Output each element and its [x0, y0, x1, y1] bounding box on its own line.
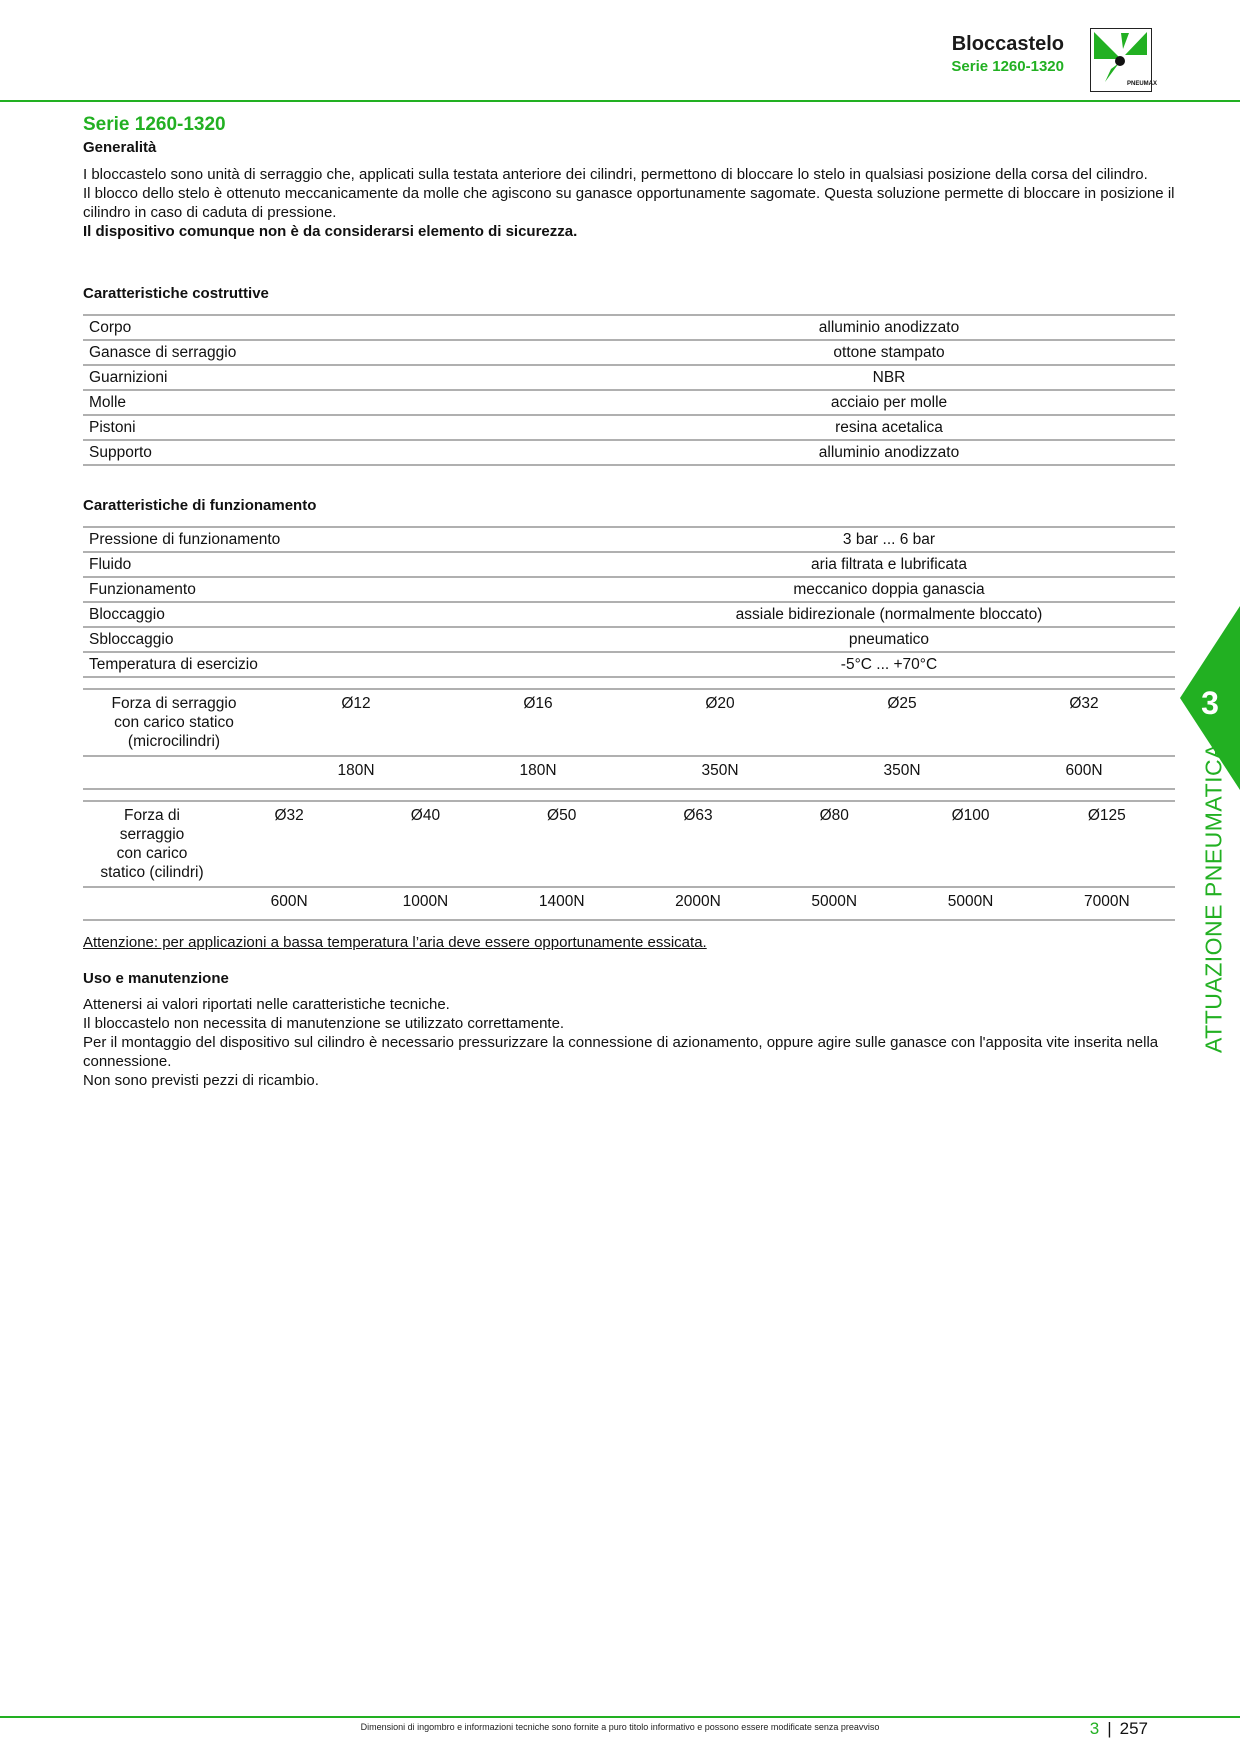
- force-cell: 1400N: [494, 887, 630, 920]
- maintenance-heading: Uso e manutenzione: [83, 970, 229, 987]
- force-label-line: serraggio: [119, 826, 185, 843]
- row-value: acciaio per molle: [603, 390, 1175, 415]
- force-label: [83, 689, 265, 756]
- force-table-microcylinders: [83, 688, 1175, 790]
- table-row: [83, 577, 1175, 602]
- construction-table: [83, 314, 1175, 466]
- safety-warning: Il dispositivo comunque non è da considerarsi elemento di sicurezza.: [83, 223, 578, 240]
- table-row: [83, 756, 1175, 789]
- force-cell: 7000N: [1039, 887, 1175, 920]
- row-label: Molle: [83, 390, 603, 415]
- row-value: alluminio anodizzato: [603, 440, 1175, 465]
- force-cell: 5000N: [766, 887, 902, 920]
- force-label-line: statico (cilindri): [100, 864, 204, 881]
- row-value: aria filtrata e lubrificata: [603, 552, 1175, 577]
- table-row: [83, 390, 1175, 415]
- table-row: [83, 440, 1175, 465]
- chapter-number: 3: [1201, 685, 1219, 721]
- diameter-cell: Ø125: [1039, 801, 1175, 887]
- force-label-line: con carico: [116, 845, 188, 862]
- diameter-cell: Ø100: [902, 801, 1038, 887]
- row-label: Pistoni: [83, 415, 603, 440]
- row-value: meccanico doppia ganascia: [603, 577, 1175, 602]
- section-title: Serie 1260-1320: [83, 114, 226, 135]
- force-table-cylinders: [83, 800, 1175, 921]
- temperature-note: Attenzione: per applicazioni a bassa temperatura l’aria deve essere opportunamente essicata.: [83, 934, 707, 951]
- force-label-line: (microcilindri): [127, 733, 221, 750]
- row-value: resina acetalica: [603, 415, 1175, 440]
- force-cell: 180N: [447, 756, 629, 789]
- footer-page: 257: [1119, 1719, 1148, 1738]
- header-subtitle: Serie 1260-1320: [951, 58, 1064, 75]
- main-content: [83, 112, 1177, 1090]
- force-cell: 2000N: [630, 887, 766, 920]
- table-row: [83, 887, 1175, 920]
- row-label: Bloccaggio: [83, 602, 603, 627]
- diameter-cell: Ø32: [993, 689, 1175, 756]
- general-paragraph-1: I bloccastelo sono unità di serraggio che, applicati sulla testata anteriore dei cilindri, permettono di bloccare lo stelo in qualsiasi posizione della corsa del cilindro.: [83, 166, 1148, 183]
- force-cell: 1000N: [357, 887, 493, 920]
- force-label-line: con carico statico: [114, 714, 234, 731]
- row-label: Ganasce di serraggio: [83, 340, 603, 365]
- force-label-line: Forza di serraggio: [111, 695, 237, 712]
- empty-cell: [83, 756, 265, 789]
- table-row: [83, 801, 1175, 887]
- force-cell: 5000N: [902, 887, 1038, 920]
- operation-heading: Caratteristiche di funzionamento: [83, 497, 317, 514]
- construction-heading: Caratteristiche costruttive: [83, 285, 269, 302]
- row-label: Fluido: [83, 552, 603, 577]
- table-row: [83, 689, 1175, 756]
- row-value: pneumatico: [603, 627, 1175, 652]
- row-value: ottone stampato: [603, 340, 1175, 365]
- pneumax-logo: [1090, 28, 1158, 92]
- maintenance-line-4: Non sono previsti pezzi di ricambio.: [83, 1072, 319, 1089]
- force-cell: 600N: [993, 756, 1175, 789]
- operation-table: [83, 526, 1175, 678]
- row-label: Funzionamento: [83, 577, 603, 602]
- row-value: assiale bidirezionale (normalmente bloccato): [603, 602, 1175, 627]
- table-row: [83, 627, 1175, 652]
- page-number: [1090, 1719, 1148, 1739]
- empty-cell: [83, 887, 221, 920]
- table-row: [83, 340, 1175, 365]
- table-row: [83, 315, 1175, 340]
- table-row: [83, 527, 1175, 552]
- table-row: [83, 365, 1175, 390]
- diameter-cell: Ø20: [629, 689, 811, 756]
- diameter-cell: Ø40: [357, 801, 493, 887]
- footer-chapter: 3: [1089, 1719, 1100, 1738]
- diameter-cell: Ø16: [447, 689, 629, 756]
- diameter-cell: Ø50: [494, 801, 630, 887]
- header-title: Bloccastelo: [951, 33, 1064, 55]
- general-heading: Generalità: [83, 139, 157, 156]
- row-label: Supporto: [83, 440, 603, 465]
- footer-disclaimer: Dimensioni di ingombro e informazioni tecniche sono fornite a puro titolo informativo e possono essere modificate senza preavviso: [360, 1722, 880, 1732]
- diameter-cell: Ø12: [265, 689, 447, 756]
- force-cell: 600N: [221, 887, 357, 920]
- maintenance-line-3: Per il montaggio del dispositivo sul cilindro è necessario pressurizzare la connessione di azionamento, oppure agire sulle ganasce con l'apposita vite inserita nella connessione.: [83, 1034, 1159, 1070]
- chapter-title-vertical: ATTUAZIONE PNEUMATICA: [1200, 743, 1227, 1053]
- row-label: Sbloccaggio: [83, 627, 603, 652]
- table-row: [83, 652, 1175, 677]
- logo-text: PNEUMAX: [1127, 81, 1158, 87]
- table-row: [83, 602, 1175, 627]
- general-paragraph-2: Il blocco dello stelo è ottenuto meccanicamente da molle che agiscono su ganasce opportunamente sagomate. Questa soluzione permette di bloccare in posizione il cilindro in caso di caduta di pressione.: [83, 185, 1175, 221]
- row-label: Corpo: [83, 315, 603, 340]
- maintenance-line-2: Il bloccastelo non necessita di manutenzione se utilizzato correttamente.: [83, 1015, 565, 1032]
- diameter-cell: Ø63: [630, 801, 766, 887]
- row-value: NBR: [603, 365, 1175, 390]
- table-row: [83, 415, 1175, 440]
- force-label-line: Forza di: [124, 807, 180, 824]
- page-separator: |: [1107, 1719, 1112, 1738]
- force-cell: 350N: [629, 756, 811, 789]
- row-value: -5°C ... +70°C: [603, 652, 1175, 677]
- row-label: Temperatura di esercizio: [83, 652, 603, 677]
- table-row: [83, 552, 1175, 577]
- page-header: [951, 32, 1064, 78]
- row-value: alluminio anodizzato: [603, 315, 1175, 340]
- header-divider: [0, 100, 1240, 102]
- footer-divider: [0, 1716, 1240, 1718]
- maintenance-line-1: Attenersi ai valori riportati nelle caratteristiche tecniche.: [83, 996, 450, 1013]
- diameter-cell: Ø32: [221, 801, 357, 887]
- force-cell: 350N: [811, 756, 993, 789]
- diameter-cell: Ø25: [811, 689, 993, 756]
- force-cell: 180N: [265, 756, 447, 789]
- diameter-cell: Ø80: [766, 801, 902, 887]
- row-label: Guarnizioni: [83, 365, 603, 390]
- row-value: 3 bar ... 6 bar: [603, 527, 1175, 552]
- row-label: Pressione di funzionamento: [83, 527, 603, 552]
- force-label: [83, 801, 221, 887]
